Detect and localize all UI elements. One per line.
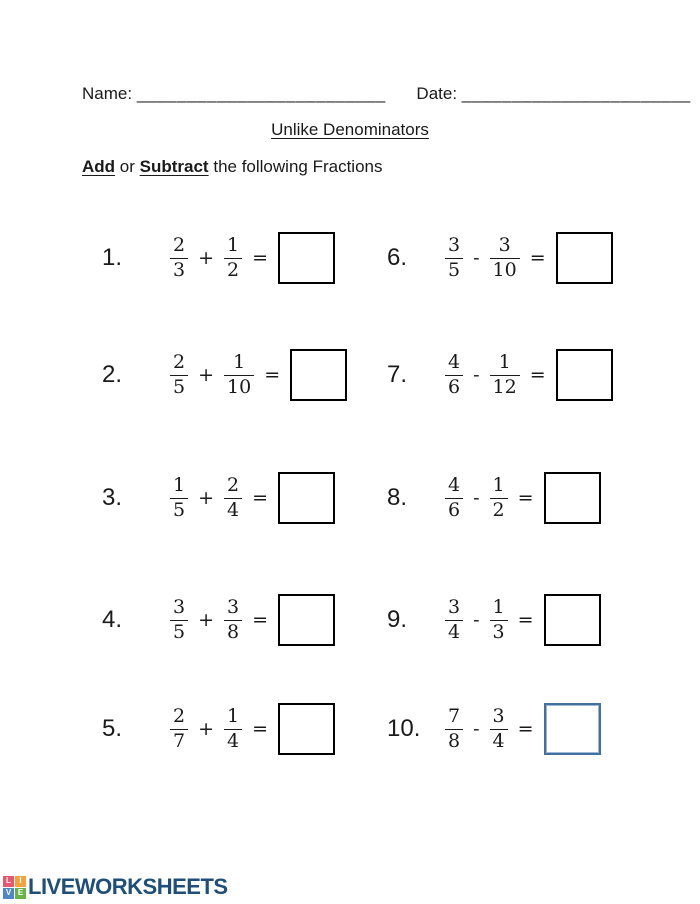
denominator: 6 [448,375,461,398]
answer-input[interactable] [544,472,601,524]
name-label: Name: [82,84,133,103]
numerator: 1 [233,350,246,373]
logo-wordmark: LIVEWORKSHEETS [28,874,228,899]
denominator: 12 [492,375,517,398]
answer-input[interactable] [278,594,335,646]
logo-square-l: L [3,876,14,887]
numerator: 1 [227,704,240,727]
instruction-subtract: Subtract [139,157,209,176]
numerator: 2 [173,233,186,256]
problem-6 [387,228,613,288]
problem-8 [387,468,601,528]
fraction-first [170,473,188,521]
answer-input[interactable] [278,232,335,284]
answer-input[interactable] [278,703,335,755]
problem-number: 10. [387,715,421,742]
problem-4 [102,590,335,650]
denominator: 5 [173,375,186,398]
fraction-first [170,704,188,752]
equals-sign: = [252,718,269,740]
fraction-second [490,233,520,281]
page-title: Unlike Denominators [271,120,429,139]
fraction-first [445,233,463,281]
answer-input[interactable] [278,472,335,524]
numerator: 2 [173,350,186,373]
equals-sign: = [264,364,281,386]
denominator: 8 [227,620,240,643]
denominator: 4 [227,498,240,521]
date-blank-line[interactable]: _______________________ [461,84,691,103]
numerator: 3 [227,595,240,618]
fraction-second [224,350,254,398]
problem-7 [387,345,613,405]
problem-number: 1. [102,244,123,271]
problem-2 [102,345,347,405]
equals-sign: = [529,364,546,386]
answer-input-focused[interactable] [544,703,601,755]
name-blank-line[interactable]: _________________________ [136,84,386,103]
problem-number: 5. [102,715,123,742]
problem-row-1 [0,228,700,288]
operator-sign: - [473,364,480,386]
numerator: 1 [492,473,505,496]
operator-sign: - [473,718,480,740]
denominator: 8 [448,729,461,752]
fraction-first [445,473,463,521]
name-date-row [82,84,691,104]
logo-square-v: V [3,888,14,899]
fraction-second [490,595,508,643]
problem-row-5 [0,699,700,759]
denominator: 3 [173,258,186,281]
instruction-line [82,157,382,177]
problem-number: 3. [102,484,123,511]
denominator: 2 [492,498,505,521]
numerator: 3 [173,595,186,618]
operator-sign: - [473,487,480,509]
problem-number: 4. [102,606,123,633]
fraction-first [170,233,188,281]
answer-input[interactable] [556,349,613,401]
operator-sign: + [198,364,215,386]
fraction-second [490,704,508,752]
equals-sign: = [517,487,534,509]
denominator: 3 [492,620,505,643]
denominator: 4 [492,729,505,752]
problem-row-4 [0,590,700,650]
problem-9 [387,590,601,650]
problem-3 [102,468,335,528]
denominator: 7 [173,729,186,752]
equals-sign: = [252,609,269,631]
problem-number: 8. [387,484,408,511]
problem-1 [102,228,335,288]
answer-input[interactable] [290,349,347,401]
problem-10 [387,699,601,759]
numerator: 1 [498,350,511,373]
operator-sign: + [198,247,215,269]
liveworksheets-grid-icon [3,876,26,899]
fraction-second [490,473,508,521]
fraction-first [445,704,463,752]
problem-5 [102,699,335,759]
denominator: 5 [173,620,186,643]
liveworksheets-logo [3,874,228,900]
denominator: 10 [492,258,517,281]
problem-number: 9. [387,606,408,633]
denominator: 5 [448,258,461,281]
denominator: 4 [227,729,240,752]
operator-sign: + [198,718,215,740]
problem-number: 2. [102,361,123,388]
logo-square-e: E [15,888,26,899]
numerator: 2 [227,473,240,496]
equals-sign: = [252,247,269,269]
numerator: 1 [492,595,505,618]
numerator: 3 [448,595,461,618]
answer-input[interactable] [556,232,613,284]
equals-sign: = [252,487,269,509]
equals-sign: = [517,609,534,631]
denominator: 2 [227,258,240,281]
logo-square-i: I [15,876,26,887]
fraction-first [170,595,188,643]
denominator: 4 [448,620,461,643]
fraction-second [224,704,242,752]
numerator: 1 [227,233,240,256]
numerator: 7 [448,704,461,727]
instruction-or: or [119,157,135,176]
numerator: 2 [173,704,186,727]
numerator: 4 [448,350,461,373]
fraction-first [445,595,463,643]
fraction-second [224,233,242,281]
numerator: 4 [448,473,461,496]
problem-row-2 [0,345,700,405]
instruction-add: Add [82,157,116,176]
date-label: Date: [416,84,458,103]
denominator: 10 [227,375,252,398]
denominator: 6 [448,498,461,521]
denominator: 5 [173,498,186,521]
fraction-second [490,350,520,398]
fraction-first [445,350,463,398]
fraction-first [170,350,188,398]
operator-sign: + [198,487,215,509]
numerator: 1 [173,473,186,496]
answer-input[interactable] [544,594,601,646]
equals-sign: = [517,718,534,740]
operator-sign: - [473,609,480,631]
numerator: 3 [448,233,461,256]
problem-row-3 [0,468,700,528]
equals-sign: = [529,247,546,269]
numerator: 3 [492,704,505,727]
fraction-second [224,473,242,521]
fraction-second [224,595,242,643]
operator-sign: + [198,609,215,631]
operator-sign: - [473,247,480,269]
numerator: 3 [498,233,511,256]
instruction-rest: the following Fractions [213,157,383,176]
problem-number: 6. [387,244,408,271]
problem-number: 7. [387,361,408,388]
